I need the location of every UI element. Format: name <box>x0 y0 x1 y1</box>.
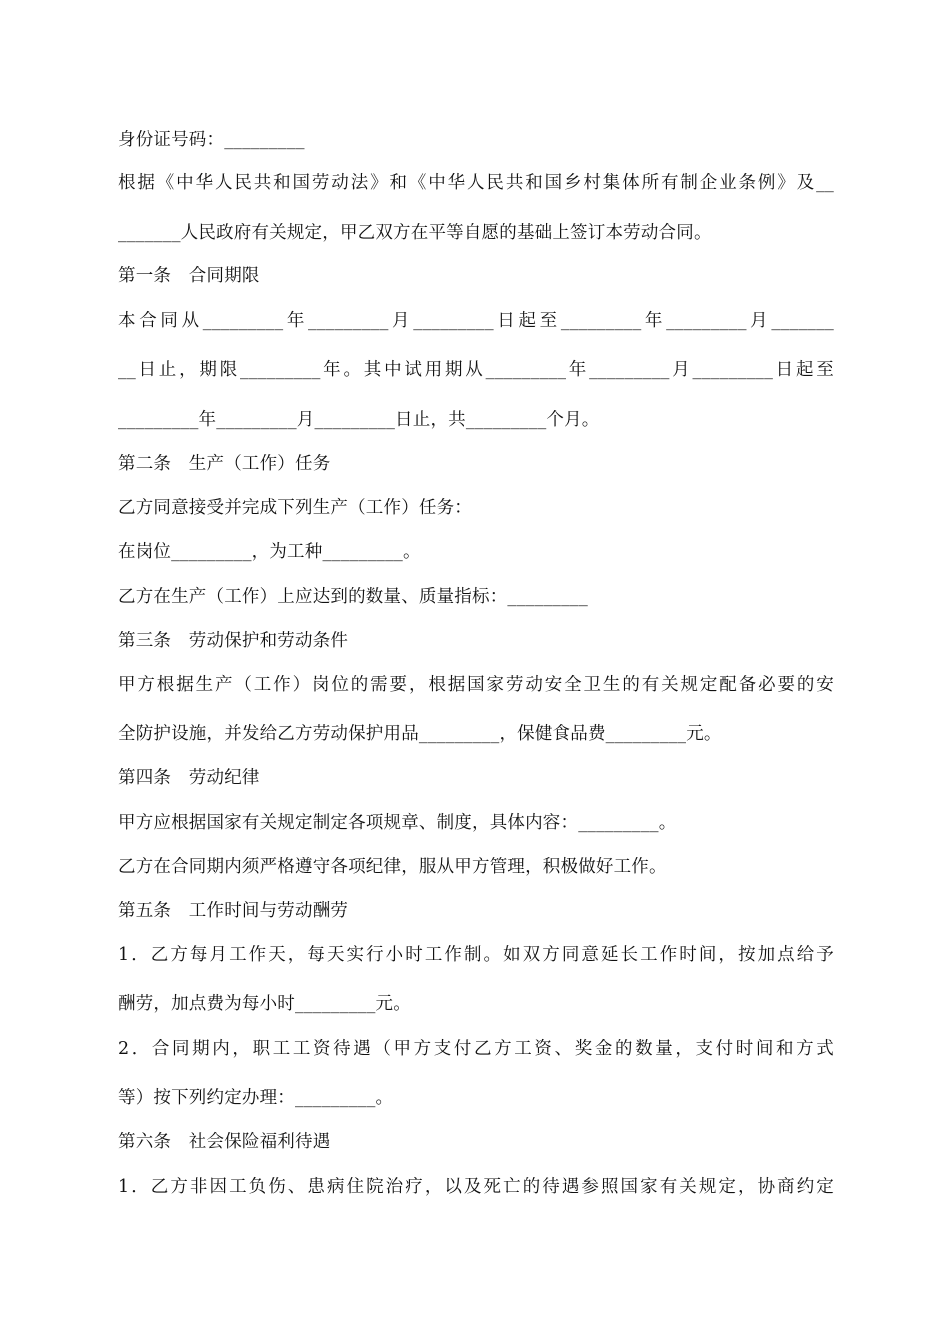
article-1-line-2: __日止，期限_________年。其中试用期从_________年_________月_________日起至 <box>118 360 834 380</box>
article-1-line-3: _________年_________月_________日止，共_________个月。 <box>118 410 600 430</box>
article-6-line-1: 1．乙方非因工负伤、患病住院治疗，以及死亡的待遇参照国家有关规定，协商约定 <box>118 1177 834 1197</box>
article-4-line-2: 乙方在合同期内须严格遵守各项纪律，服从甲方管理，积极做好工作。 <box>118 857 667 877</box>
article-6-heading: 第六条 社会保险福利待遇 <box>118 1132 331 1152</box>
article-5-line-2: 酬劳，加点费为每小时_________元。 <box>118 994 411 1014</box>
article-4-heading: 第四条 劳动纪律 <box>118 768 260 788</box>
article-1-line-1: 本合同从_________年_________月_________日起至_________年_________月_______ <box>118 311 834 331</box>
article-2-heading: 第二条 生产（工作）任务 <box>118 454 331 474</box>
article-5-line-1: 1．乙方每月工作天，每天实行小时工作制。如双方同意延长工作时间，按加点给予 <box>118 945 834 965</box>
article-2-line-1: 乙方同意接受并完成下列生产（工作）任务： <box>118 498 472 518</box>
article-3-heading: 第三条 劳动保护和劳动条件 <box>118 631 349 651</box>
article-2-line-2: 在岗位_________，为工种_________。 <box>118 542 421 562</box>
article-5-heading: 第五条 工作时间与劳动酬劳 <box>118 901 349 921</box>
preamble-line-2: _______人民政府有关规定，甲乙双方在平等自愿的基础上签订本劳动合同。 <box>118 223 712 243</box>
article-2-line-3: 乙方在生产（工作）上应达到的数量、质量指标：_________ <box>118 587 588 607</box>
article-4-line-1: 甲方应根据国家有关规定制定各项规章、制度，具体内容：_________。 <box>118 813 677 833</box>
article-1-heading: 第一条 合同期限 <box>118 266 260 286</box>
article-5-line-4: 等）按下列约定办理：_________。 <box>118 1088 394 1108</box>
preamble-line-1: 根据《中华人民共和国劳动法》和《中华人民共和国乡村集体所有制企业条例》及__ <box>118 173 834 193</box>
id-number-line: 身份证号码：_________ <box>118 130 305 150</box>
article-3-line-1: 甲方根据生产（工作）岗位的需要，根据国家劳动安全卫生的有关规定配备必要的安 <box>118 675 834 695</box>
article-3-line-2: 全防护设施，并发给乙方劳动保护用品_________，保健食品费_________元。 <box>118 724 722 744</box>
article-5-line-3: 2．合同期内，职工工资待遇（甲方支付乙方工资、奖金的数量，支付时间和方式 <box>118 1039 834 1059</box>
